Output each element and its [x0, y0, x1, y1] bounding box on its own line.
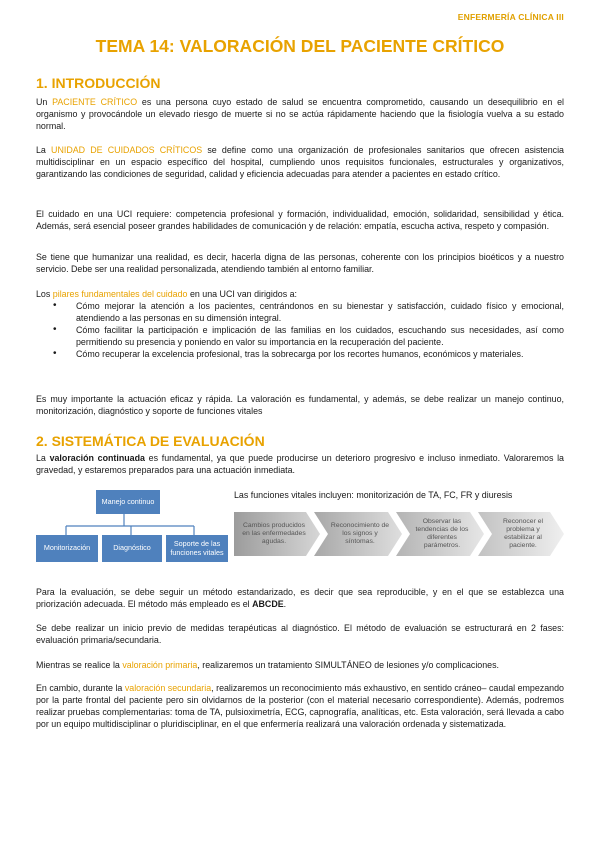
paragraph-valoracion-continuada: La valoración continuada es fundamental, ya que puede producirse un deterioro progresivo e incluso inmediato. Valoraremos la gravedad, y estaremos preparados para una actuación inmediata.	[36, 453, 564, 476]
pilares-list	[36, 300, 564, 360]
paragraph-valoracion-secundaria: En cambio, durante la valoración secundaria, realizaremos un reconocimiento más exhaustivo, en sentido cráneo– caudal empezando por la parte frontal del paciente pero sin olvidarnos de la posterior (con el material necesario correspondiente). Además, podremos realizar pruebas complementarias: toma de TA, pulsioximetría, ECG, capnografía, analíticas, etc. Esta valoración, será llevada a cabo por un equipo multidisciplinar o pluridisciplinar, en el que enfermería realizará una valoración ordenada y sistematizada.	[36, 683, 564, 730]
org-child-box: Diagnóstico	[102, 535, 162, 562]
section-heading-sistematica: 2. SISTEMÁTICA DE EVALUACIÓN	[36, 433, 265, 449]
paragraph-fases: Se debe realizar un inicio previo de medidas terapéuticas al diagnóstico. El método de evaluación se estructurará en 2 fases: evaluación primaria/secundaria.	[36, 623, 564, 646]
paragraph-paciente-critico: Un PACIENTE CRÍTICO es una persona cuyo estado de salud se encuentra comprometido, causando un desequilibrio en el organismo y provocándole un elevado riesgo de muerte si no se actúa rápidamente haciendo que la fisiología vuelva a su estado normal.	[36, 97, 564, 132]
paragraph-valoracion-primaria: Mientras se realice la valoración primaria, realizaremos un tratamiento SIMULTÁNEO de lesiones y/o complicaciones.	[36, 660, 500, 670]
process-step: Reconocimiento de los signos y síntomas.	[314, 512, 402, 556]
highlight-term: valoración primaria	[122, 660, 198, 670]
section-heading-intro: 1. INTRODUCCIÓN	[36, 75, 161, 91]
paragraph-uci-requirements: El cuidado en una UCI requiere: competencia profesional y formación, individualidad, emoción, solidaridad, sensibilidad y ética. Además, será esencial poseer grandes habilidades de comunicación y de relación: empatía, escucha activa, respeto y compasión.	[36, 209, 564, 232]
process-step: Reconocer el problema y estabilizar al paciente.	[478, 512, 564, 556]
highlight-term: valoración secundaria	[124, 683, 212, 693]
bold-term: ABCDE	[252, 599, 284, 610]
highlight-term: PACIENTE CRÍTICO	[52, 97, 138, 107]
evaluation-diagram	[36, 486, 564, 576]
highlight-term: pilares fundamentales del cuidado	[52, 289, 188, 299]
paragraph-actuacion: Es muy importante la actuación eficaz y rápida. La valoración es fundamental, y además, se debe realizar un manejo continuo, monitorización, diagnóstico y soporte de funciones vitales	[36, 394, 564, 417]
paragraph-uci-definition: La UNIDAD DE CUIDADOS CRÍTICOS se define como una organización de profesionales sanitarios que ofrecen asistencia multidisciplinar en un espacio específico del hospital, cumpliendo unos requisitos funcionales, estructurales y organizativos, garantizando las condiciones de seguridad, calidad y eficiencia adecuadas para atender a pacientes en estado crítico.	[36, 145, 564, 180]
org-child-box: Monitorización	[36, 535, 98, 562]
course-header: ENFERMERÍA CLÍNICA III	[457, 12, 564, 22]
page-title: TEMA 14: VALORACIÓN DEL PACIENTE CRÍTICO	[95, 36, 505, 56]
bold-term: valoración continuada	[49, 453, 145, 463]
list-item: • Cómo facilitar la participación e implicación de las familias en los cuidados, escuchando sus necesidades, así como permitiendo su presencia y poniendo en valor su importancia en la recuperación del paciente.	[36, 324, 564, 348]
org-child-box: Soporte de las funciones vitales	[166, 535, 228, 562]
paragraph-humanizar: Se tiene que humanizar una realidad, es decir, hacerla digna de las personas, coherente con los principios bioéticos y a nuestro servicio. Debe ser una realidad personalizada, atendiendo también al entorno familiar.	[36, 252, 564, 275]
paragraph-pilares: Los pilares fundamentales del cuidado en una UCI van dirigidos a:	[36, 289, 298, 299]
process-step: Observar las tendencias de los diferentes parámetros.	[396, 512, 484, 556]
list-item: • Cómo mejorar la atención a los pacientes, centrándonos en su bienestar y satisfacción, cuidado físico y emocional, atendiendo a las personas en su dimensión integral.	[36, 300, 564, 324]
paragraph-metodo-abcde: Para la evaluación, se debe seguir un método estandarizado, es decir que sea reproducible, y en el que se establezca una priorización adecuada. El método más empleado es el ABCDE.	[36, 587, 564, 610]
org-root-box: Manejo continuo	[96, 490, 160, 514]
process-step: Cambios producidos en las enfermedades agudas.	[234, 512, 320, 556]
list-item: • Cómo recuperar la excelencia profesional, tras la sobrecarga por los recortes humanos, económicos y materiales.	[36, 348, 564, 360]
vitals-caption: Las funciones vitales incluyen: monitorización de TA, FC, FR y diuresis	[234, 490, 513, 500]
highlight-term: UNIDAD DE CUIDADOS CRÍTICOS	[51, 145, 203, 155]
